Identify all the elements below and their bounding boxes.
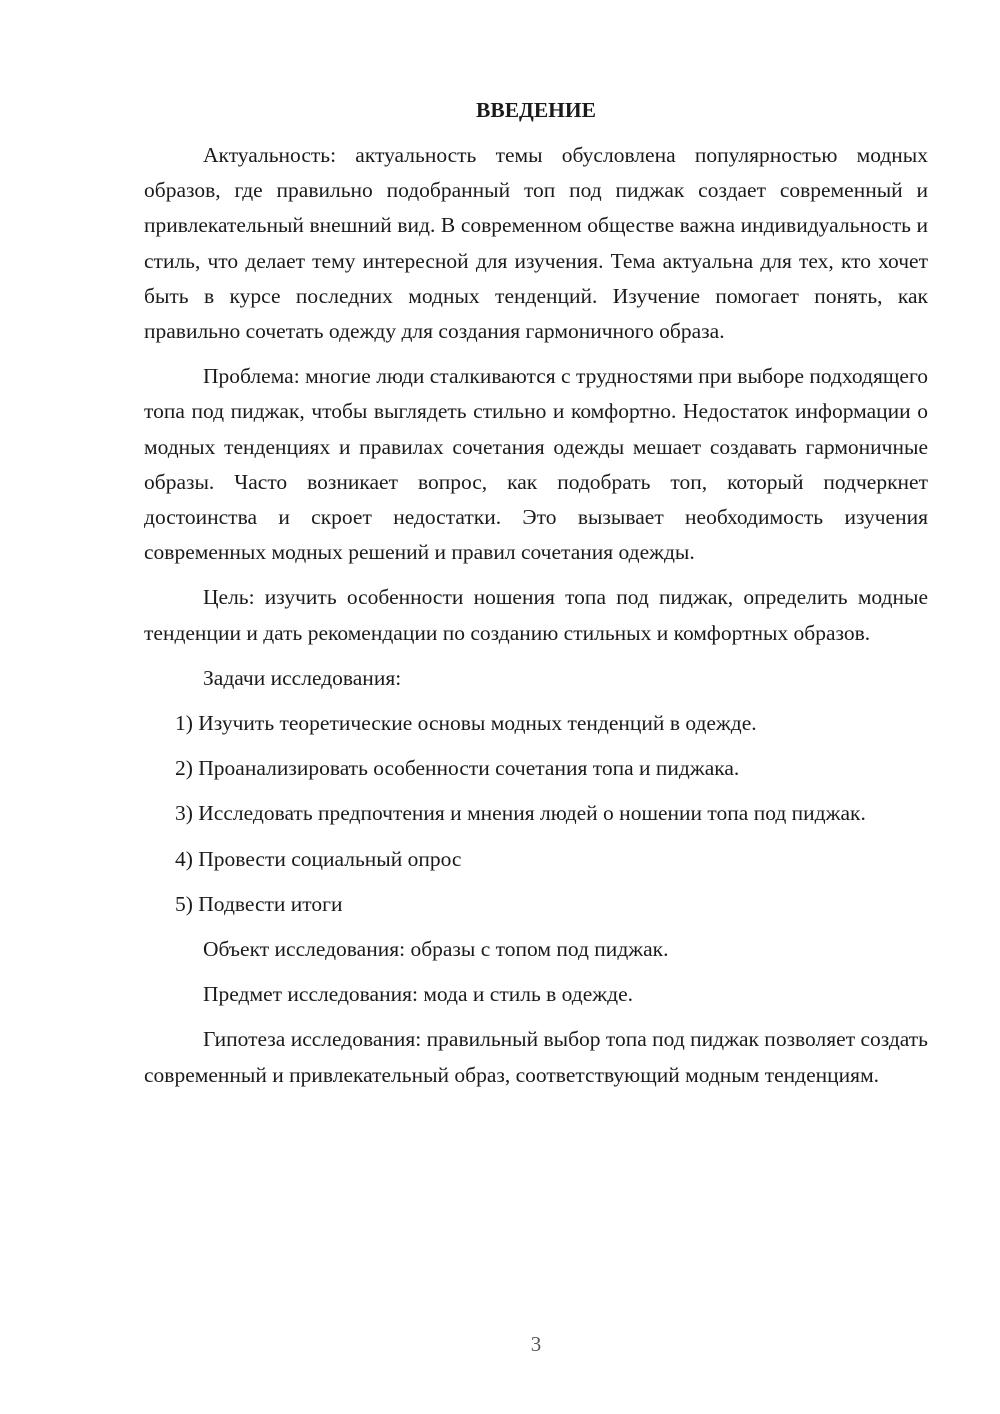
paragraph-subject: Предмет исследования: мода и стиль в одежде.	[203, 982, 633, 1007]
task-item-4: 4) Провести социальный опрос	[175, 846, 462, 871]
page-title: ВВЕДЕНИЕ	[476, 98, 596, 122]
task-item-1: 1) Изучить теоретические основы модных тенденций в одежде.	[175, 711, 757, 736]
paragraph-problem: Проблема: многие люди сталкиваются с трудностями при выборе подходящего топа под пиджак, чтобы выглядеть стильно и комфортно. Недостаток информации о модных тенденциях и правилах сочетания одежды мешает создавать гармоничные образы. Часто возникает вопрос, как подобрать топ, который подчеркнет достоинства и скроет недостатки. Это вызывает необходимость изучения современных модных решений и правил сочетания одежды.	[144, 364, 928, 565]
paragraph-relevance: Актуальность: актуальность темы обусловлена популярностью модных образов, где правильно подобранный топ под пиджак создает современный и привлекательный внешний вид. В современном обществе важна индивидуальность и стиль, что делает тему интересной для изучения. Тема актуальна для тех, кто хочет быть в курсе последних модных тенденций. Изучение помогает понять, как правильно сочетать одежду для создания гармоничного образа.	[144, 143, 928, 344]
page-number: 3	[530, 1332, 542, 1356]
paragraph-hypothesis: Гипотеза исследования: правильный выбор топа под пиджак позволяет создать современный и привлекательный образ, соответствующий модным тенденциям.	[144, 1027, 928, 1087]
task-item-2: 2) Проанализировать особенности сочетания топа и пиджака.	[175, 756, 740, 781]
paragraph-goal: Цель: изучить особенности ношения топа под пиджак, определить модные тенденции и дать рекомендации по созданию стильных и комфортных образов.	[144, 585, 928, 645]
task-item-5: 5) Подвести итоги	[175, 891, 343, 916]
tasks-heading: Задачи исследования:	[203, 665, 402, 690]
page-content	[144, 96, 928, 1103]
task-item-3: 3) Исследовать предпочтения и мнения людей о ношении топа под пиджак.	[175, 801, 866, 826]
paragraph-object: Объект исследования: образы с топом под пиджак.	[203, 937, 669, 962]
